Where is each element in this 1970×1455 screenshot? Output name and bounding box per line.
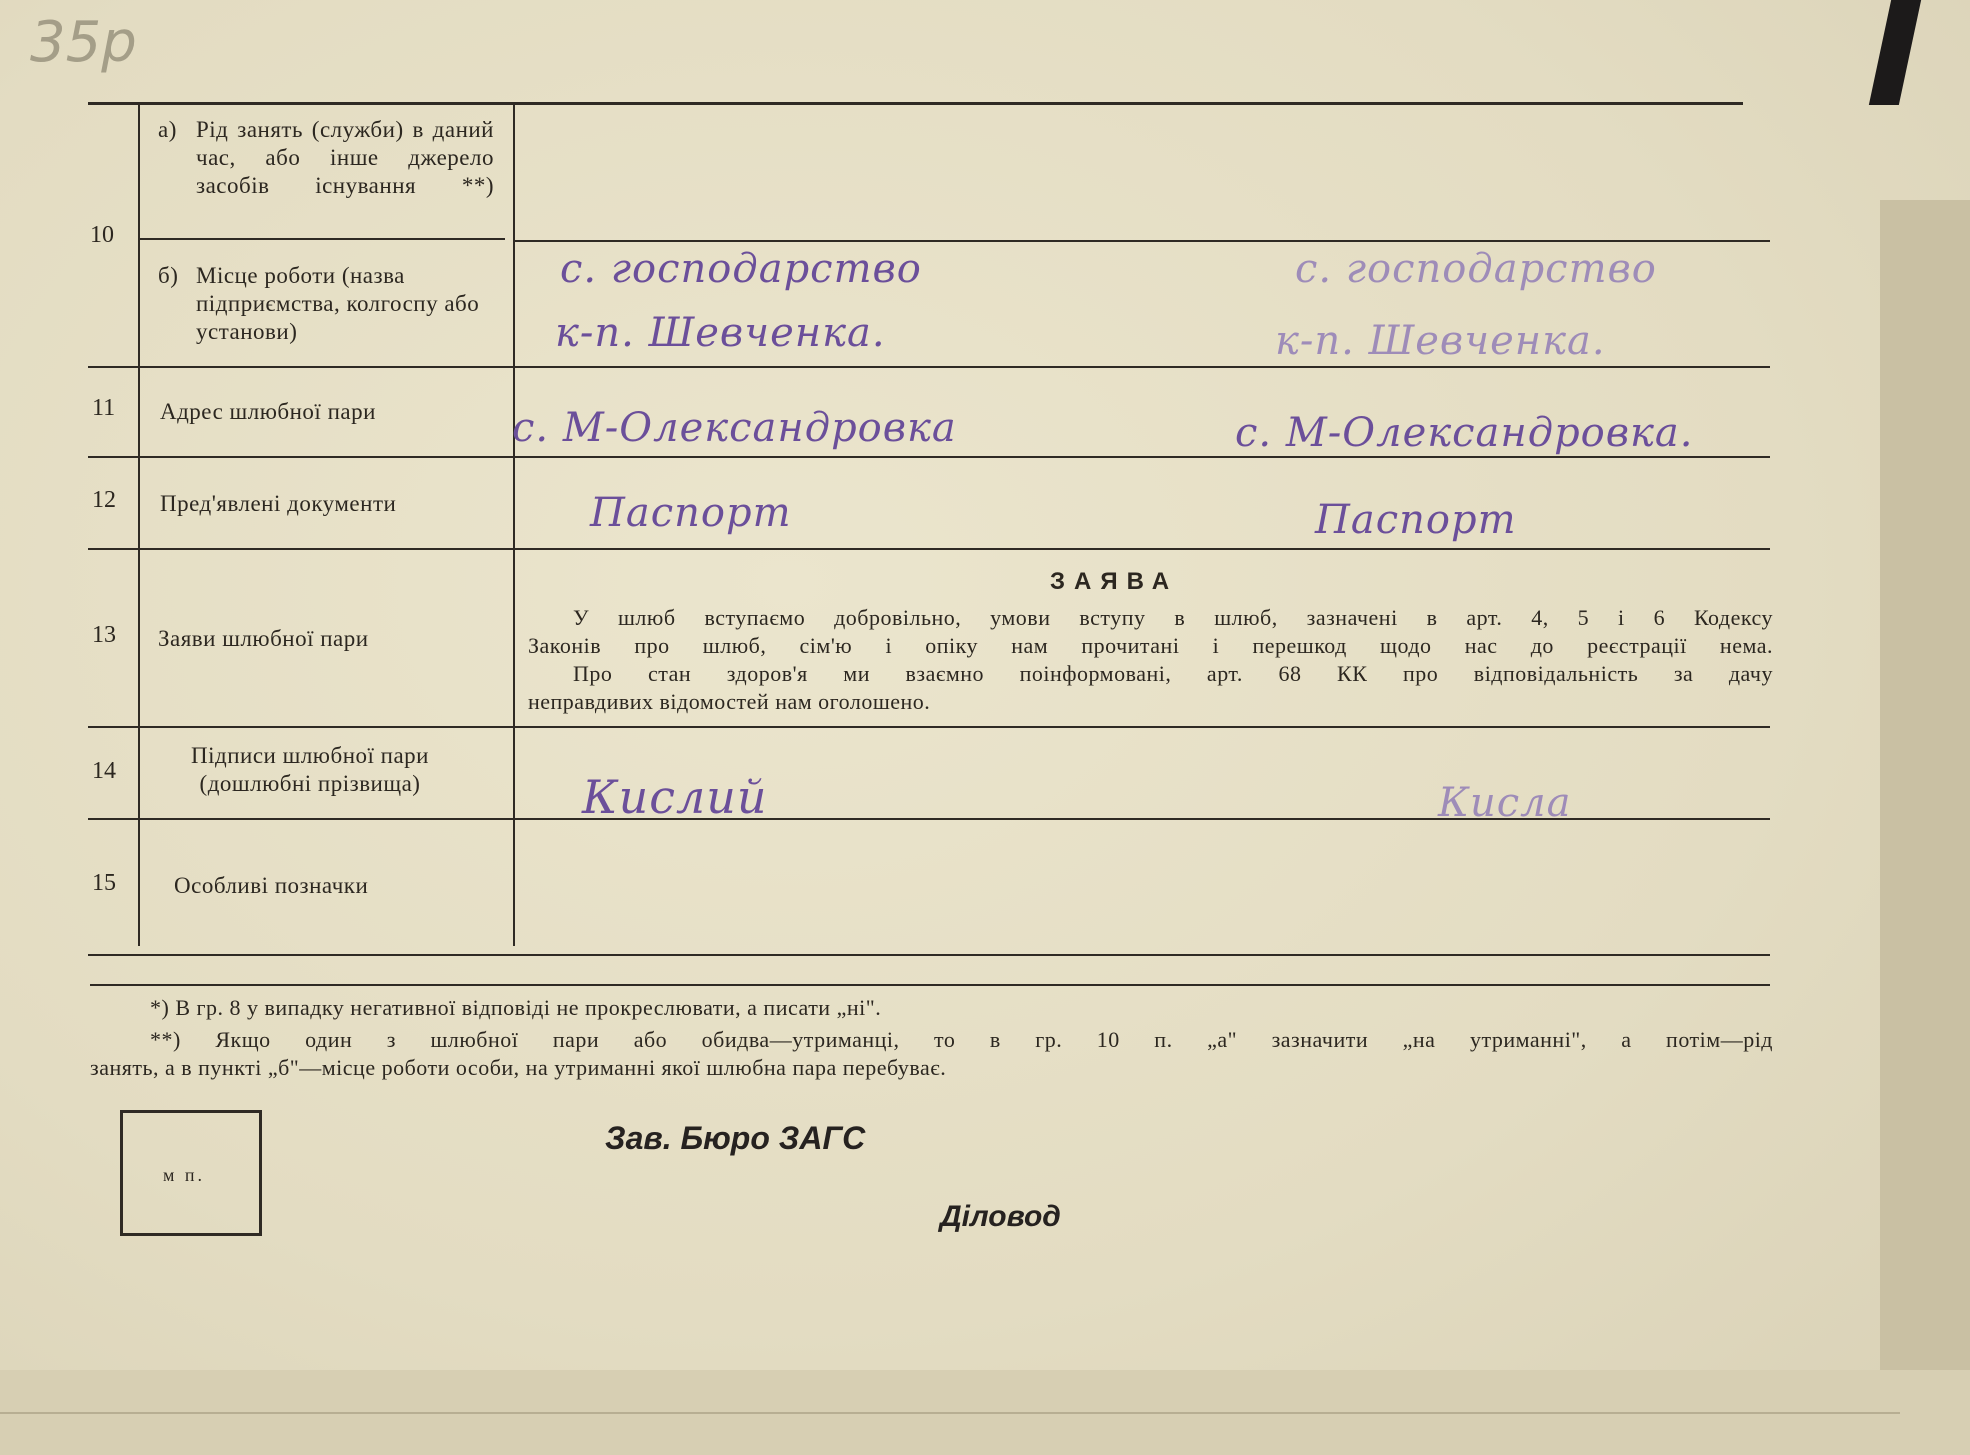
row-label-documents: Пред'явлені документи	[160, 491, 397, 516]
table-bottom-border	[88, 954, 1770, 956]
row-number: 13	[92, 622, 116, 648]
row-separator	[88, 726, 1770, 728]
table-top-border	[88, 102, 1743, 105]
bride-signature: Кисла	[1438, 780, 1572, 826]
declaration-title: ЗАЯВА	[1050, 568, 1179, 595]
handwritten-address-groom: с. М-Олександровка	[512, 405, 957, 451]
declaration-line: неправдивих відомостей нам оголошено.	[528, 689, 931, 714]
row-number: 14	[92, 758, 116, 784]
row-number: 12	[92, 487, 116, 513]
ink-mark	[1869, 0, 1921, 105]
groom-signature: Кислий	[582, 770, 768, 824]
row-sublabel: б)	[158, 263, 179, 288]
stamp-box	[120, 1110, 262, 1236]
handwritten-workplace-groom: к-п. Шевченка.	[555, 310, 886, 356]
row-separator	[88, 456, 1770, 458]
declaration-line: Законів про шлюб, сім'ю і опіку нам прочитані і перешкод щодо нас до реєстрації нема.	[528, 633, 1773, 658]
row-number: 15	[92, 870, 116, 896]
row-separator	[88, 366, 1770, 368]
paper-edge	[0, 1412, 1900, 1414]
handwritten-docs-bride: Паспорт	[1315, 497, 1517, 543]
pencil-page-number: 35р	[30, 10, 137, 75]
row-label-workplace: Місце роботи (назва підприємства, колгоспу або установи)	[196, 263, 480, 344]
declaration-line: Про стан здоров'я ми взаємно поінформовані, арт. 68 КК про відповідальність за дачу	[573, 661, 1773, 686]
row-label-declarations: Заяви шлюбної пари	[158, 626, 369, 651]
row-label-signatures: Підписи шлюбної пари (дошлюбні прізвища)	[191, 743, 429, 796]
handwritten-workplace-bride: к-п. Шевченка.	[1275, 318, 1606, 364]
paper-backing	[1880, 200, 1970, 1455]
footnote-separator	[90, 984, 1770, 986]
row-label-address: Адрес шлюбної пари	[160, 399, 376, 424]
row-label-special-notes: Особливі позначки	[174, 873, 369, 898]
footnote: **) Якщо один з шлюбної пари або обидва—утриманці, то в гр. 10 п. „а" зазначити „на утриманні", а потім—рід	[150, 1027, 1773, 1052]
row-separator	[88, 548, 1770, 550]
stamp-label: м п.	[163, 1165, 206, 1185]
handwritten-workplace-groom: с. господарство	[560, 246, 922, 292]
row-number: 10	[90, 222, 114, 248]
clerk-label: Діловод	[940, 1200, 1061, 1233]
row-separator	[515, 240, 1770, 242]
handwritten-workplace-bride: с. господарство	[1295, 246, 1657, 292]
footnote: *) В гр. 8 у випадку негативної відповіді не прокреслювати, а писати „ні".	[150, 995, 882, 1020]
handwritten-docs-groom: Паспорт	[590, 490, 792, 536]
row-separator	[140, 238, 505, 240]
declaration-line: У шлюб вступаємо добровільно, умови вступу в шлюб, зазначені в арт. 4, 5 і 6 Кодексу	[573, 605, 1773, 630]
row-label-occupation: Рід занять (служби) в даний час, або інше джерело засобів існування **)	[196, 117, 494, 198]
row-sublabel: а)	[158, 117, 177, 142]
footnote: занять, а в пункті „б"—місце роботи особи, на утриманні якої шлюбна пара перебуває.	[90, 1055, 947, 1080]
head-of-office-label: Зав. Бюро ЗАГС	[605, 1120, 866, 1156]
row-number: 11	[92, 395, 116, 421]
handwritten-address-bride: с. М-Олександровка.	[1235, 410, 1694, 456]
